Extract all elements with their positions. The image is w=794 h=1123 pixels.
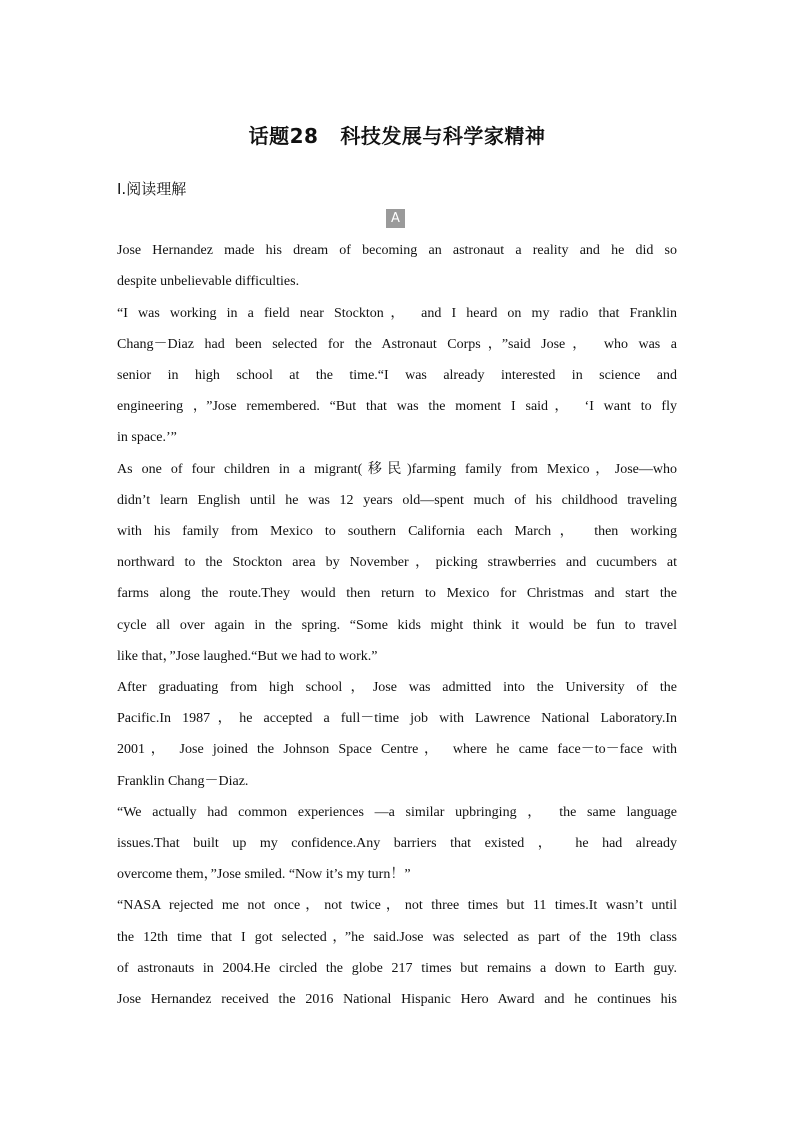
passage-line: with his family from Mexico to southern California each March， then working <box>117 524 677 539</box>
passage-label-badge: A <box>386 209 405 228</box>
passage-line: like that，”Jose laughed.“But we had to work.” <box>117 649 378 664</box>
passage-line: “We actually had common experiences —a similar upbringing ， the same language <box>117 805 677 820</box>
passage-line: “NASA rejected me not once，not twice，not three times but 11 times.It wasn’t until <box>117 898 677 913</box>
passage-line: Jose Hernandez made his dream of becoming an astronaut a reality and he did so <box>117 243 677 258</box>
passage-line: overcome them，”Jose smiled. “Now it’s my turn！” <box>117 867 411 882</box>
passage-line: After graduating from high school，Jose was admitted into the University of the <box>117 680 677 695</box>
passage-line: despite unbelievable difficulties. <box>117 274 300 289</box>
topic-name: 科技发展与科学家精神 <box>340 124 546 148</box>
passage-line: Jose Hernandez received the 2016 National Hispanic Hero Award and he continues his <box>117 992 677 1007</box>
passage-line: Chang－Diaz had been selected for the Astronaut Corps，”said Jose， who was a <box>117 337 677 352</box>
passage-line: in space.’” <box>117 430 177 445</box>
passage-line: issues.That built up my confidence.Any barriers that existed ， he had already <box>117 836 677 851</box>
page-title <box>0 120 794 149</box>
passage-line: “I was working in a field near Stockton， and I heard on my radio that Franklin <box>117 306 677 321</box>
passage-line: 2001， Jose joined the Johnson Space Centre， where he came face－to－face with <box>117 742 677 757</box>
passage-line: cycle all over again in the spring. “Some kids might think it would be fun to travel <box>117 618 677 633</box>
passage-line: As one of four children in a migrant(移民)farming family from Mexico，Jose—who <box>117 462 677 477</box>
passage-line: northward to the Stockton area by November，picking strawberries and cucumbers at <box>117 555 677 570</box>
passage-line: Franklin Chang－Diaz. <box>117 774 249 789</box>
passage-line: of astronauts in 2004.He circled the globe 217 times but remains a down to Earth guy. <box>117 961 677 976</box>
passage-line: the 12th time that I got selected，”he said.Jose was selected as part of the 19th class <box>117 930 677 945</box>
passage-line: farms along the route.They would then return to Mexico for Christmas and start the <box>117 586 677 601</box>
passage-line: engineering ，”Jose remembered. “But that was the moment I said， ‘I want to fly <box>117 399 677 414</box>
section-heading: Ⅰ.阅读理解 <box>117 180 187 198</box>
passage-line: senior in high school at the time.“I was already interested in science and <box>117 368 677 383</box>
passage-line: Pacific.In 1987，he accepted a full－time job with Lawrence National Laboratory.In <box>117 711 677 726</box>
topic-number: 话题28 <box>248 124 319 148</box>
passage-line: didn’t learn English until he was 12 years old—spent much of his childhood traveling <box>117 493 677 508</box>
